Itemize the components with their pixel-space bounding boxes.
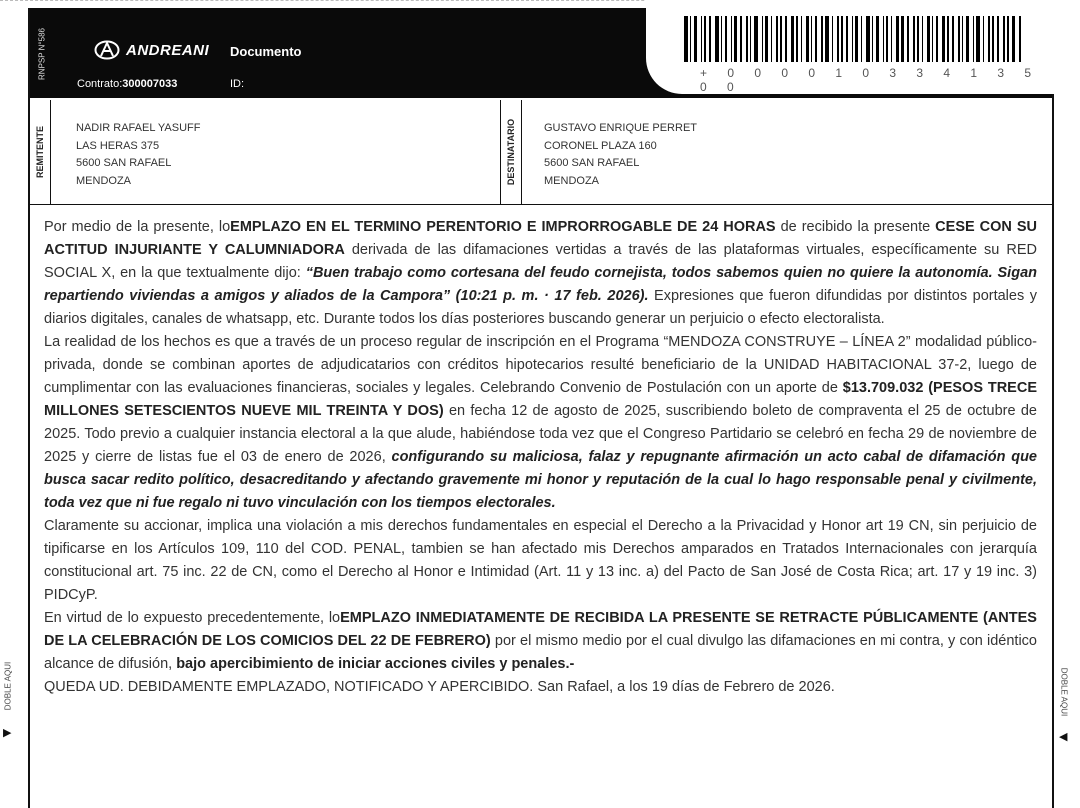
fold-marker-right: DOBLE AQUI ◀	[1059, 667, 1069, 743]
barcode-bar	[861, 16, 862, 62]
barcode-bar	[725, 16, 727, 62]
barcode-bar	[825, 16, 829, 62]
barcode-bar	[855, 16, 858, 62]
barcode-bar	[922, 16, 923, 62]
barcode-panel	[646, 0, 1056, 94]
barcode-bar	[694, 16, 697, 62]
barcode-bar	[806, 16, 809, 62]
paragraph-summons: Por medio de la presente, loEMPLAZO EN EL TERMINO PERENTORIO E IMPRORROGABLE DE 24 HORAS de recibido la presente CESE CON SU ACTITUD INJURIANTE Y CALUMNIADORA derivada de las difamaciones vertidas a través de las plataformas virtuales, específicamente su RED SOCIAL X, en la que textualmente dijo: “Buen trabajo como cortesana del feudo cornejista, todos sabemos quien no quiere la autonomía. Sigan repartiendo viviendas a amigos y aliados de la Campora” (10:21 p. m. · 17 feb. 2026). Expresiones que fueron difundidas por distintos portales y diarios digitales, canales de whatsapp, etc. Durante todos los días posteriores buscando generar un perjuicio o efecto electoralista.	[44, 219, 1038, 327]
barcode-bar	[1012, 16, 1015, 62]
barcode-bar	[891, 16, 892, 62]
recipient-province: MENDOZA	[544, 174, 599, 187]
barcode-bar	[684, 16, 688, 62]
paragraph-demand: En virtud de lo expuesto precedentemente, loEMPLAZO INMEDIATAMENTE DE RECIBIDA LA PRESENTE SE RETRACTE PÚBLICAMENTE (ANTES DE LA CELEBRACIÓN DE LOS COMICIOS DEL 22 DE FEBRERO) por el mismo medio por el cual divulgo las difamaciones en mi contra, y con idéntico alcance de difusión, bajo apercibimiento de iniciar acciones civiles y penales.-	[44, 610, 1037, 672]
barcode-bar	[791, 16, 794, 62]
letter-body	[44, 216, 1037, 699]
barcode-bar	[917, 16, 919, 62]
sender-street: LAS HERAS 375	[76, 139, 160, 152]
barcode-bar	[841, 16, 843, 62]
barcode-bar	[796, 16, 798, 62]
address-block	[30, 100, 1052, 205]
barcode-bar	[734, 16, 737, 62]
barcode-bar	[704, 16, 706, 62]
barcode-bar	[958, 16, 960, 62]
paragraph-facts: La realidad de los hechos es que a través de un proceso regular de inscripción en el Programa “MENDOZA CONSTRUYE – LÍNEA 2” modalidad público-privada, donde se combinan aportes de adjudicatarios con créditos hipotecarios resulté beneficiario de la UNIDAD HABITACIONAL 37-2, luego de cumplimentar con las evaluaciones financieras, sociales y legales. Celebrando Convenio de Postulación con un aporte de $13.709.032 (PESOS TRECE MILLONES SETESCIENTOS NUEVE MIL TREINTA Y DOS) en fecha 12 de agosto de 2025, suscribiendo boleto de compraventa el 25 de octubre de 2025. Todo previo a cualquier instancia electoral a la que alude, habiéndose toda vez que el Congreso Partidario se celebró en fecha 29 de noviembre de 2025 y cierre de listas fue el 03 de enero de 2026, configurando su maliciosa, falaz y repugnante afirmación un acto cabal de difamación que busca sacar redito político, desacreditando y afectando gravemente mi honor y reputación de la cual lo hago responsable penal y civilmente, toda vez que ni fue regalo ni tuvo vinculación con los tiempos electorales.	[44, 334, 1037, 511]
barcode-bar	[1007, 16, 1009, 62]
recipient-address	[544, 120, 697, 190]
barcode-bar	[1019, 16, 1021, 62]
arrow-right-icon: ▶	[3, 727, 12, 739]
barcode-bar	[837, 16, 839, 62]
andreani-logo-icon	[94, 40, 120, 60]
barcode-bar	[932, 16, 933, 62]
barcode-bar	[852, 16, 853, 62]
barcode-bar	[765, 16, 768, 62]
barcode-bar	[776, 16, 778, 62]
rnpsp-tag: RNPSP N°586	[37, 28, 47, 80]
barcode-bar	[690, 16, 691, 62]
barcode-bar	[1003, 16, 1005, 62]
barcode-icon	[684, 16, 1024, 62]
sender-address	[76, 120, 201, 190]
paragraph-legal: Claramente su accionar, implica una violación a mis derechos fundamentales en especial el Derecho a la Privacidad y Honor art 19 CN, sin perjuicio de tipificarse en los Artículos 109, 110 del COD. PENAL, tambien se han afectado mis Derechos amparados en Tratados Internacionales con jerarquía constitucional art. 75 inc. 22 de CN, como el Derecho al Honor e Intimidad (Art. 11 y 13 inc. a) del Pacto de San José de Costa Rica; art. 17 y 19 inc. 3) PIDCyP.	[44, 518, 1037, 603]
barcode-bar	[785, 16, 787, 62]
header-band	[30, 8, 1052, 98]
fold-marker-left: DOBLE AQUI ▶	[3, 661, 13, 739]
barcode-bar	[901, 16, 904, 62]
recipient-street: CORONEL PLAZA 160	[544, 139, 657, 152]
contract-number: Contrato:300007033	[77, 78, 178, 90]
barcode-bar	[801, 16, 802, 62]
barcode-bar	[872, 16, 873, 62]
barcode-bar	[762, 16, 763, 62]
barcode-bar	[811, 16, 812, 62]
barcode-bar	[942, 16, 945, 62]
barcode-bar	[780, 16, 782, 62]
barcode-bar	[846, 16, 848, 62]
barcode-bar	[907, 16, 909, 62]
barcode-bar	[886, 16, 888, 62]
barcode-bar	[883, 16, 884, 62]
recipient-name: GUSTAVO ENRIQUE PERRET	[544, 122, 698, 134]
barcode-bar	[731, 16, 732, 62]
barcode-bar	[927, 16, 930, 62]
barcode-bar	[832, 16, 833, 62]
barcode-bar	[866, 16, 870, 62]
barcode-bar	[746, 16, 748, 62]
barcode-bar	[715, 16, 719, 62]
barcode-bar	[709, 16, 711, 62]
recipient-section	[500, 100, 1052, 204]
arrow-left-icon: ◀	[1059, 731, 1068, 743]
barcode-bar	[936, 16, 938, 62]
barcode-bar	[815, 16, 817, 62]
recipient-city: 5600 SAN RAFAEL	[544, 157, 640, 169]
barcode-bar	[966, 16, 969, 62]
barcode-bar	[754, 16, 758, 62]
document-type: Documento	[230, 44, 302, 59]
barcode-bar	[973, 16, 974, 62]
barcode-bar	[997, 16, 999, 62]
sender-city: 5600 SAN RAFAEL	[76, 157, 172, 169]
barcode-bar	[701, 16, 702, 62]
barcode-bar	[983, 16, 984, 62]
barcode-number: + 0 0 0 0 1 0 3 3 4 1 3 5 0 0	[700, 66, 1040, 94]
sender-province: MENDOZA	[76, 174, 131, 187]
andreani-logo	[94, 40, 209, 60]
barcode-bar	[876, 16, 879, 62]
barcode-bar	[988, 16, 990, 62]
barcode-bar	[740, 16, 742, 62]
logo-text: ANDREANI	[126, 41, 210, 59]
barcode-bar	[821, 16, 823, 62]
barcode-bar	[913, 16, 915, 62]
barcode-bar	[750, 16, 751, 62]
sender-name: NADIR RAFAEL YASUFF	[76, 122, 201, 134]
barcode-bar	[962, 16, 963, 62]
barcode-bar	[947, 16, 949, 62]
barcode-bar	[721, 16, 722, 62]
sender-section	[30, 100, 500, 204]
barcode-bar	[952, 16, 954, 62]
barcode-bar	[976, 16, 980, 62]
barcode-bar	[992, 16, 994, 62]
barcode-bar	[896, 16, 899, 62]
document-sheet	[28, 8, 1054, 808]
paragraph-closing: QUEDA UD. DEBIDAMENTE EMPLAZADO, NOTIFICADO Y APERCIBIDO. San Rafael, a los 19 días de Febrero de 2026.	[44, 679, 835, 695]
recipient-label: DESTINATARIO	[500, 100, 522, 204]
id-field: ID:	[230, 78, 245, 90]
sender-label: REMITENTE	[30, 100, 51, 204]
barcode-bar	[771, 16, 772, 62]
